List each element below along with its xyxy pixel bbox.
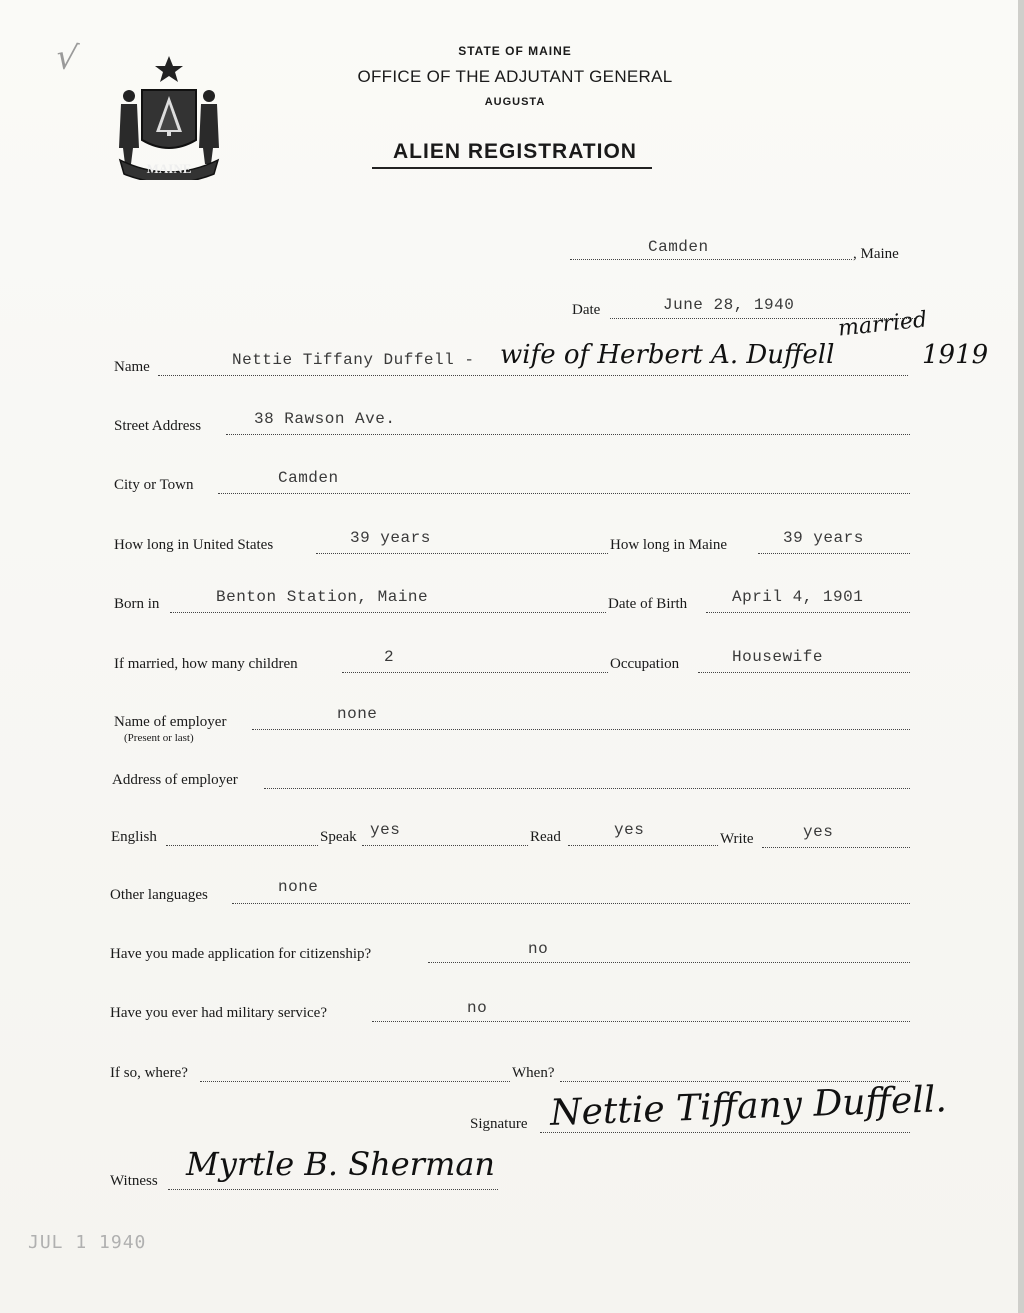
when-label: When? [512,1065,555,1081]
employer-label: Name of employer [114,714,227,730]
english-label: English [111,829,157,845]
signature-label: Signature [470,1116,528,1132]
occupation-label: Occupation [610,656,680,672]
witness-label: Witness [110,1173,158,1189]
english-line [166,845,318,846]
other-languages-label: Other languages [110,887,208,903]
name-label: Name [114,359,150,375]
street-line [226,434,910,435]
title-underline [372,167,652,169]
dob-line [706,612,910,613]
form-title: ALIEN REGISTRATION [393,140,637,163]
children-label: If married, how many children [114,656,298,672]
maine-time-value: 39 years [783,529,864,547]
us-time-line [316,553,608,554]
name-annotation: wife of Herbert A. Duffell [500,340,835,370]
married-year: 1919 [922,340,989,370]
maine-time-line [758,553,910,554]
military-line [372,1021,910,1022]
dob-label: Date of Birth [608,596,688,612]
page-edge [1018,0,1024,1313]
place-line [570,259,852,260]
employer-value: none [337,705,378,723]
header-state: STATE OF MAINE [458,44,572,58]
date-value: June 28, 1940 [663,296,795,314]
us-time-value: 39 years [350,529,431,547]
place-suffix: , Maine [853,246,899,262]
street-label: Street Address [114,418,202,434]
header-city: AUGUSTA [484,96,546,108]
speak-label: Speak [320,829,357,845]
employer-line [252,729,910,730]
city-line [218,493,910,494]
citizenship-label: Have you made application for citizenship? [110,946,372,962]
employer-sublabel: (Present or last) [124,732,194,744]
speak-line [362,845,528,846]
other-languages-value: none [278,878,319,896]
maine-time-label: How long in Maine [610,537,728,553]
read-label: Read [530,829,561,845]
children-line [342,672,608,673]
where-line [200,1081,510,1082]
write-line [762,847,910,848]
employer-address-label: Address of employer [112,772,238,788]
citizenship-line [428,962,910,963]
born-label: Born in [114,596,160,612]
city-label: City or Town [114,477,194,493]
witness-value: Myrtle B. Sherman [186,1145,495,1183]
dob-value: April 4, 1901 [732,588,864,606]
children-value: 2 [384,648,395,666]
military-label: Have you ever had military service? [110,1005,327,1021]
date-label: Date [572,302,601,318]
citizenship-value: no [528,940,549,958]
street-value: 38 Rawson Ave. [254,410,396,428]
where-label: If so, where? [110,1065,188,1081]
read-value: yes [614,821,645,839]
us-time-label: How long in United States [114,537,274,553]
received-stamp: JUL 1 1940 [28,1232,147,1253]
maine-state-seal-icon [112,52,226,180]
name-value: Nettie Tiffany Duffell - [232,351,475,369]
occupation-value: Housewife [732,648,823,666]
name-line [158,375,908,376]
read-line [568,845,718,846]
witness-line [168,1189,498,1190]
other-languages-line [232,903,910,904]
header-office: OFFICE OF THE ADJUTANT GENERAL [357,67,673,86]
city-value: Camden [278,469,339,487]
check-mark-icon: √ [53,36,81,80]
born-line [170,612,606,613]
employer-address-line [264,788,910,789]
signature-value: Nettie Tiffany Duffell. [549,1079,948,1134]
write-value: yes [803,823,834,841]
married-annotation: married [836,307,929,342]
place-value: Camden [648,238,709,256]
born-value: Benton Station, Maine [216,588,429,606]
military-value: no [467,999,488,1017]
write-label: Write [720,831,754,847]
occupation-line [698,672,910,673]
speak-value: yes [370,821,401,839]
seal-text: MAINE [146,161,192,176]
